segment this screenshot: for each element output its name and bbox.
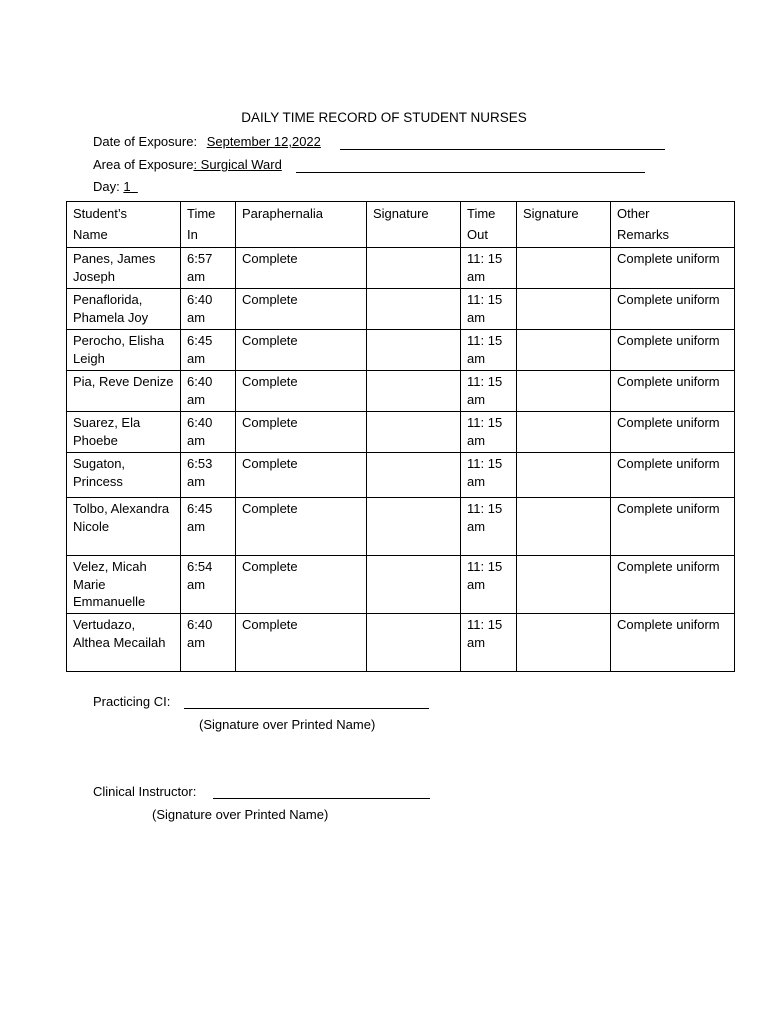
cell-time-in: 6:40 am <box>181 371 236 412</box>
cell-signature-out <box>517 412 611 453</box>
cell-time-out: 11: 15 am <box>461 498 517 556</box>
table-row <box>67 289 735 330</box>
clinical-instructor-signature-line <box>213 798 430 799</box>
cell-paraphernalia: Complete <box>236 371 367 412</box>
cell-signature-in <box>367 453 461 498</box>
cell-signature-in <box>367 248 461 289</box>
cell-signature-out <box>517 248 611 289</box>
cell-remarks: Complete uniform <box>611 556 735 614</box>
date-of-exposure-field <box>93 134 321 149</box>
practicing-ci-signature-line <box>184 708 429 709</box>
practicing-ci-field <box>93 694 170 709</box>
cell-paraphernalia: Complete <box>236 614 367 672</box>
cell-time-out: 11: 15 am <box>461 412 517 453</box>
table-header-row <box>67 202 735 248</box>
area-value: : Surgical Ward <box>193 157 282 172</box>
header-other-remarks: Other Remarks <box>611 202 735 248</box>
table-row <box>67 371 735 412</box>
cell-name: Panes, James Joseph <box>67 248 181 289</box>
cell-name: Penaflorida, Phamela Joy <box>67 289 181 330</box>
table-row <box>67 412 735 453</box>
cell-time-in: 6:54 am <box>181 556 236 614</box>
cell-time-out: 11: 15 am <box>461 289 517 330</box>
header-paraphernalia: Paraphernalia <box>236 202 367 248</box>
cell-time-out: 11: 15 am <box>461 248 517 289</box>
cell-paraphernalia: Complete <box>236 556 367 614</box>
cell-time-in: 6:40 am <box>181 614 236 672</box>
cell-name: Suarez, Ela Phoebe <box>67 412 181 453</box>
cell-remarks: Complete uniform <box>611 453 735 498</box>
cell-signature-out <box>517 498 611 556</box>
table-row <box>67 614 735 672</box>
cell-time-in: 6:40 am <box>181 289 236 330</box>
header-time-out: Time Out <box>461 202 517 248</box>
cell-name: Pia, Reve Denize <box>67 371 181 412</box>
cell-name: Tolbo, Alexandra Nicole <box>67 498 181 556</box>
document-title: DAILY TIME RECORD OF STUDENT NURSES <box>241 110 527 125</box>
cell-paraphernalia: Complete <box>236 453 367 498</box>
header-signature-in: Signature <box>367 202 461 248</box>
cell-time-out: 11: 15 am <box>461 453 517 498</box>
cell-signature-out <box>517 614 611 672</box>
cell-time-out: 11: 15 am <box>461 556 517 614</box>
cell-signature-in <box>367 498 461 556</box>
header-signature-out: Signature <box>517 202 611 248</box>
cell-signature-in <box>367 412 461 453</box>
cell-paraphernalia: Complete <box>236 289 367 330</box>
clinical-instructor-label: Clinical Instructor: <box>93 784 197 799</box>
cell-time-in: 6:57 am <box>181 248 236 289</box>
cell-signature-out <box>517 371 611 412</box>
cell-signature-in <box>367 556 461 614</box>
date-value: September 12,2022 <box>206 134 321 149</box>
cell-name: Vertudazo, Althea Mecailah <box>67 614 181 672</box>
cell-time-in: 6:45 am <box>181 330 236 371</box>
cell-name: Velez, Micah Marie Emmanuelle <box>67 556 181 614</box>
cell-remarks: Complete uniform <box>611 498 735 556</box>
cell-remarks: Complete uniform <box>611 371 735 412</box>
clinical-instructor-field <box>93 784 196 799</box>
cell-signature-in <box>367 330 461 371</box>
cell-remarks: Complete uniform <box>611 248 735 289</box>
cell-time-out: 11: 15 am <box>461 614 517 672</box>
cell-signature-out <box>517 330 611 371</box>
cell-signature-in <box>367 614 461 672</box>
header-students-name: Student’s Name <box>67 202 181 248</box>
cell-time-out: 11: 15 am <box>461 371 517 412</box>
cell-paraphernalia: Complete <box>236 248 367 289</box>
cell-remarks: Complete uniform <box>611 330 735 371</box>
date-label: Date of Exposure: <box>93 134 198 149</box>
day-value: 1 <box>123 179 131 194</box>
table-row <box>67 330 735 371</box>
table-row <box>67 248 735 289</box>
table-row <box>67 556 735 614</box>
table-row <box>67 498 735 556</box>
cell-time-in: 6:40 am <box>181 412 236 453</box>
cell-paraphernalia: Complete <box>236 498 367 556</box>
cell-signature-out <box>517 289 611 330</box>
cell-signature-in <box>367 289 461 330</box>
cell-signature-out <box>517 453 611 498</box>
cell-signature-out <box>517 556 611 614</box>
cell-time-in: 6:53 am <box>181 453 236 498</box>
cell-signature-in <box>367 371 461 412</box>
cell-time-in: 6:45 am <box>181 498 236 556</box>
day-label: Day: <box>93 179 120 194</box>
table-row <box>67 453 735 498</box>
cell-paraphernalia: Complete <box>236 412 367 453</box>
cell-name: Perocho, Elisha Leigh <box>67 330 181 371</box>
cell-name: Sugaton, Princess <box>67 453 181 498</box>
practicing-ci-label: Practicing CI: <box>93 694 171 709</box>
day-field <box>93 179 138 194</box>
clinical-instructor-caption: (Signature over Printed Name) <box>152 807 329 822</box>
cell-remarks: Complete uniform <box>611 614 735 672</box>
date-underline <box>340 149 665 150</box>
cell-time-out: 11: 15 am <box>461 330 517 371</box>
cell-remarks: Complete uniform <box>611 412 735 453</box>
area-of-exposure-field <box>93 157 282 172</box>
header-time-in: Time In <box>181 202 236 248</box>
cell-remarks: Complete uniform <box>611 289 735 330</box>
cell-paraphernalia: Complete <box>236 330 367 371</box>
area-label: Area of Exposure <box>93 157 194 172</box>
time-record-table <box>66 201 735 672</box>
practicing-ci-caption: (Signature over Printed Name) <box>199 717 376 732</box>
area-underline <box>296 172 645 173</box>
